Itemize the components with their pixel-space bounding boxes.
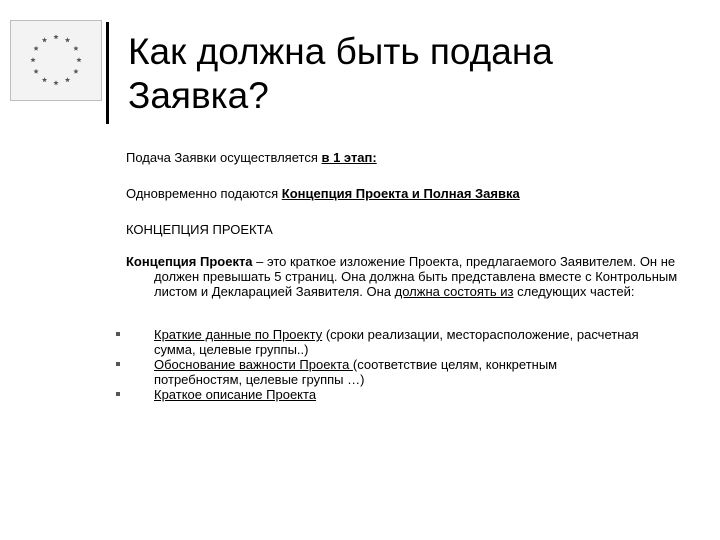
list-item-link[interactable]: Краткие данные по Проекту xyxy=(154,327,323,342)
concept-term: Концепция Проекта xyxy=(126,254,253,269)
page-title xyxy=(128,30,708,118)
title-line-2: Заявка? xyxy=(128,75,269,116)
star-icon xyxy=(53,34,58,39)
star-icon xyxy=(65,37,70,42)
list-item xyxy=(126,357,646,387)
simultaneous-submission-text: Одновременно подаются xyxy=(126,186,282,201)
star-icon xyxy=(30,57,35,62)
bullet-icon xyxy=(116,392,120,396)
concept-consist-link[interactable]: должна состоять из xyxy=(394,284,514,299)
submission-stage-paragraph xyxy=(126,150,377,165)
title-divider xyxy=(106,22,109,124)
list-item xyxy=(126,327,646,357)
star-icon xyxy=(33,69,38,74)
concept-definition-tail: следующих частей: xyxy=(513,284,635,299)
concept-definition-paragraph xyxy=(126,254,694,299)
star-icon xyxy=(73,69,78,74)
star-icon xyxy=(42,77,47,82)
simultaneous-submission-emphasis: Концепция Проекта и Полная Заявка xyxy=(281,186,520,201)
star-icon xyxy=(42,37,47,42)
star-icon xyxy=(73,46,78,51)
title-line-1: Как должна быть подана xyxy=(128,31,553,72)
simultaneous-submission-paragraph xyxy=(126,186,520,201)
star-icon xyxy=(65,77,70,82)
star-icon xyxy=(53,80,58,85)
bullet-icon xyxy=(116,362,120,366)
list-item-text: (сроки реализации, месторасположение, расчетная сумма, целевые группы..) xyxy=(154,327,639,357)
star-icon xyxy=(33,46,38,51)
eu-logo xyxy=(10,20,102,101)
concept-definition-text: – это краткое изложение Проекта, предлагаемого Заявителем. Он не должен превышать 5 страниц. Она должна быть представлена вместе с Контрольным листом и Декларацией Заявителя. Она xyxy=(154,254,678,299)
concept-parts-list xyxy=(126,327,646,402)
bullet-icon xyxy=(116,332,120,336)
list-item xyxy=(126,387,646,402)
submission-stage-emphasis: в 1 этап: xyxy=(321,150,377,165)
list-item-link[interactable]: Обоснование важности Проекта xyxy=(154,357,353,372)
concept-heading: КОНЦЕПЦИЯ ПРОЕКТА xyxy=(126,222,273,237)
submission-stage-text: Подача Заявки осуществляется xyxy=(126,150,322,165)
list-item-text: (соответствие целям, конкретным потребностям, целевые группы …) xyxy=(154,357,558,387)
eu-flag-stars-icon xyxy=(11,21,101,100)
list-item-link[interactable]: Краткое описание Проекта xyxy=(154,387,317,402)
star-icon xyxy=(76,57,81,62)
